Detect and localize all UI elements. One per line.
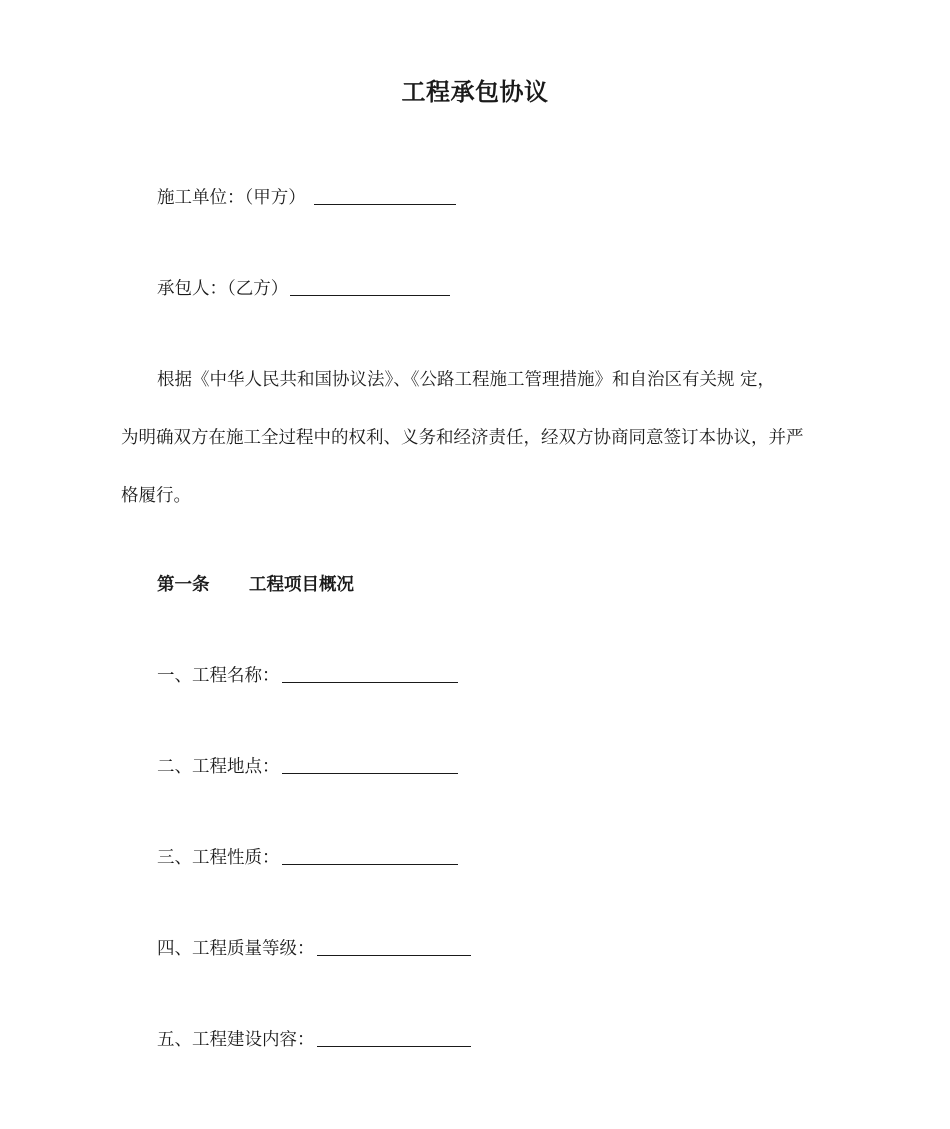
item-label: 一、工程名称： xyxy=(157,666,280,686)
item-project-nature xyxy=(157,844,458,869)
item-project-location xyxy=(157,753,458,778)
party-a-line xyxy=(157,184,456,209)
party-a-label: 施工单位：（甲方） xyxy=(157,188,306,208)
article-1-heading xyxy=(157,571,354,596)
intro-line-1: 根据《中华人民共和国协议法》、《公路工程施工管理措施》和自治区有关规 定， xyxy=(157,370,776,390)
intro-line-3: 格履行。 xyxy=(121,486,191,506)
project-location-blank[interactable] xyxy=(282,772,458,774)
party-b-label: 承包人：（乙方） xyxy=(157,279,289,299)
construction-content-blank[interactable] xyxy=(317,1045,471,1047)
item-construction-content xyxy=(157,1026,471,1051)
article-1-title: 工程项目概况 xyxy=(249,575,354,595)
item-label: 五、工程建设内容： xyxy=(157,1030,315,1050)
party-b-line xyxy=(157,275,450,300)
document-title: 工程承包协议 xyxy=(401,78,549,106)
item-quality-grade xyxy=(157,935,471,960)
item-label: 二、工程地点： xyxy=(157,757,280,777)
party-a-blank[interactable] xyxy=(314,203,456,205)
project-nature-blank[interactable] xyxy=(282,863,458,865)
item-label: 四、工程质量等级： xyxy=(157,939,315,959)
party-b-blank[interactable] xyxy=(290,294,450,296)
intro-line-2: 为明确双方在施工全过程中的权利、义务和经济责任，经双方协商同意签订本协议，并严 xyxy=(121,428,804,448)
project-name-blank[interactable] xyxy=(282,681,458,683)
quality-grade-blank[interactable] xyxy=(317,954,471,956)
item-label: 三、工程性质： xyxy=(157,848,280,868)
item-project-name xyxy=(157,662,458,687)
article-1-number: 第一条 xyxy=(157,575,210,595)
